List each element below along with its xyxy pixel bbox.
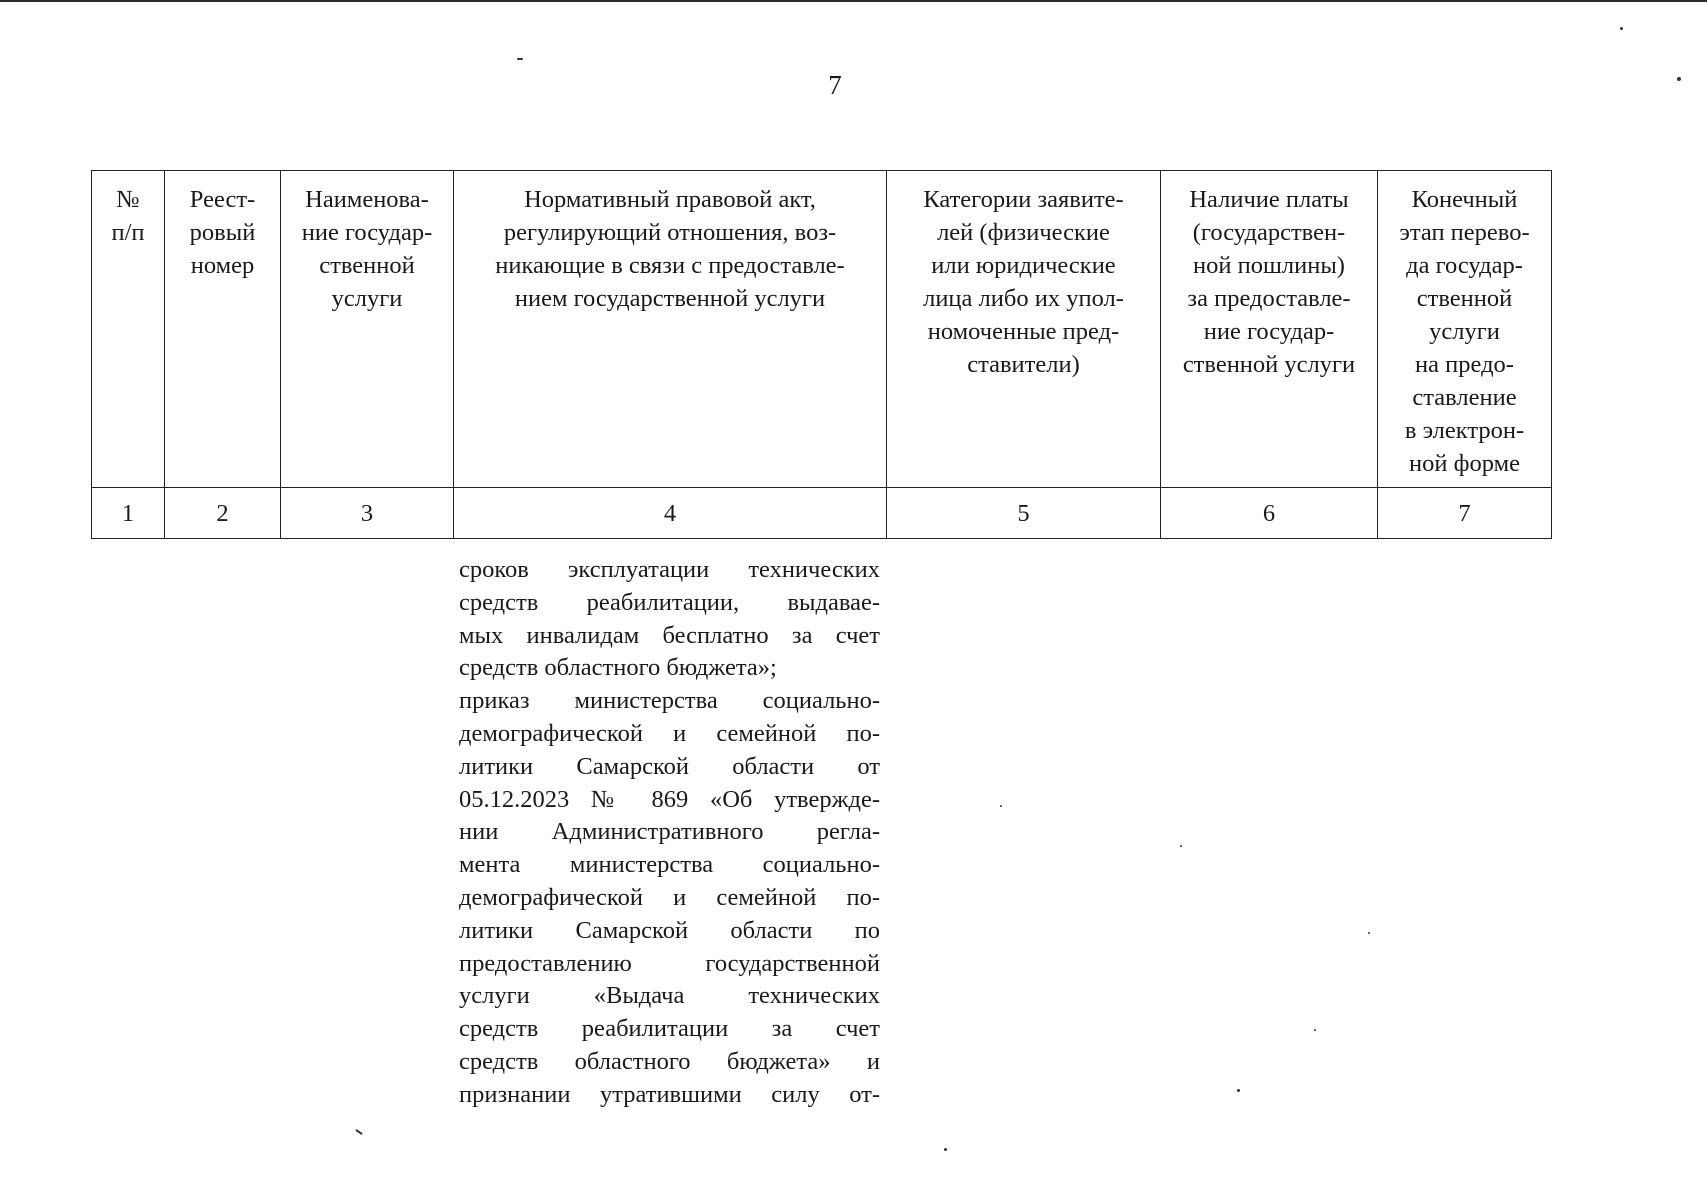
table-header-row	[92, 171, 1552, 488]
text-line: литики Самарской области по	[459, 916, 880, 944]
header-cell-fee	[1161, 171, 1378, 488]
scan-speck	[1000, 805, 1002, 807]
header-registry-text: Реест- ровый номер	[189, 186, 256, 279]
legal-act-continuation	[459, 554, 880, 1112]
text-line: предоставлению государственной	[459, 949, 880, 977]
scan-speck	[1237, 1089, 1240, 1092]
header-cell-applicant-categories	[887, 171, 1161, 488]
text-line: литики Самарской области от	[459, 752, 880, 780]
column-number-4: 4	[454, 488, 887, 539]
header-applicant-text: Категории заявите- лей (физические или юридические лица либо их упол- номоченные пред- ставители)	[923, 186, 1124, 378]
header-cell-service-name	[281, 171, 454, 488]
column-number-7: 7	[1378, 488, 1552, 539]
scan-speck	[1314, 1029, 1316, 1031]
text-line: мых инвалидам бесплатно за счет	[459, 621, 880, 649]
header-cell-registry-number	[165, 171, 281, 488]
table-number-row	[92, 488, 1552, 539]
text-line: демографической и семейной по-	[459, 719, 880, 747]
text-line: средств реабилитации, выдавае-	[459, 588, 880, 616]
header-number-text: № п/п	[111, 186, 145, 246]
column-number-3: 3	[281, 488, 454, 539]
header-cell-legal-act	[454, 171, 887, 488]
scan-speck	[1677, 77, 1681, 81]
text-line: средств областного бюджета» и	[459, 1047, 880, 1075]
text-line: мента министерства социально-	[459, 851, 880, 879]
column-number-1: 1	[92, 488, 165, 539]
scan-speck	[355, 1129, 363, 1135]
text-line: 05.12.2023 № 869 «Об утвержде-	[459, 785, 880, 813]
services-table	[91, 170, 1552, 539]
header-legal-act-text: Нормативный правовой акт, регулирующий отношения, воз- никающие в связи с предоставле- нием государственной услуги	[495, 186, 845, 312]
text-line: признании утратившими силу от-	[459, 1080, 880, 1108]
header-service-name-text: Наименова- ние государ- ственной услуги	[301, 186, 433, 312]
header-final-stage-text: Конечный этап перево- да государ- ственной услуги на предо- ставление в электрон- ной форме	[1399, 186, 1530, 477]
scan-edge	[0, 0, 1707, 2]
scan-speck	[1368, 932, 1370, 934]
text-line: услуги «Выдача технических	[459, 982, 880, 1010]
text-line: сроков эксплуатации технических	[459, 556, 880, 583]
page-number: 7	[828, 70, 842, 100]
header-fee-text: Наличие платы (государствен- ной пошлины) за предоставле- ние государ- ственной услуги	[1182, 186, 1356, 378]
header-cell-number	[92, 171, 165, 488]
scan-speck	[944, 1148, 947, 1151]
column-number-6: 6	[1161, 488, 1378, 539]
text-line: средств областного бюджета»;	[459, 654, 777, 682]
text-line: приказ министерства социально-	[459, 687, 880, 715]
column-number-5: 5	[887, 488, 1161, 539]
column-number-2: 2	[165, 488, 281, 539]
scan-speck	[1180, 845, 1182, 847]
text-line: демографической и семейной по-	[459, 883, 880, 911]
text-line: нии Административного регла-	[459, 818, 880, 846]
scan-speck	[517, 58, 523, 60]
header-cell-final-stage	[1378, 171, 1552, 488]
scan-speck	[1620, 27, 1623, 30]
text-line: средств реабилитации за счет	[459, 1015, 880, 1043]
